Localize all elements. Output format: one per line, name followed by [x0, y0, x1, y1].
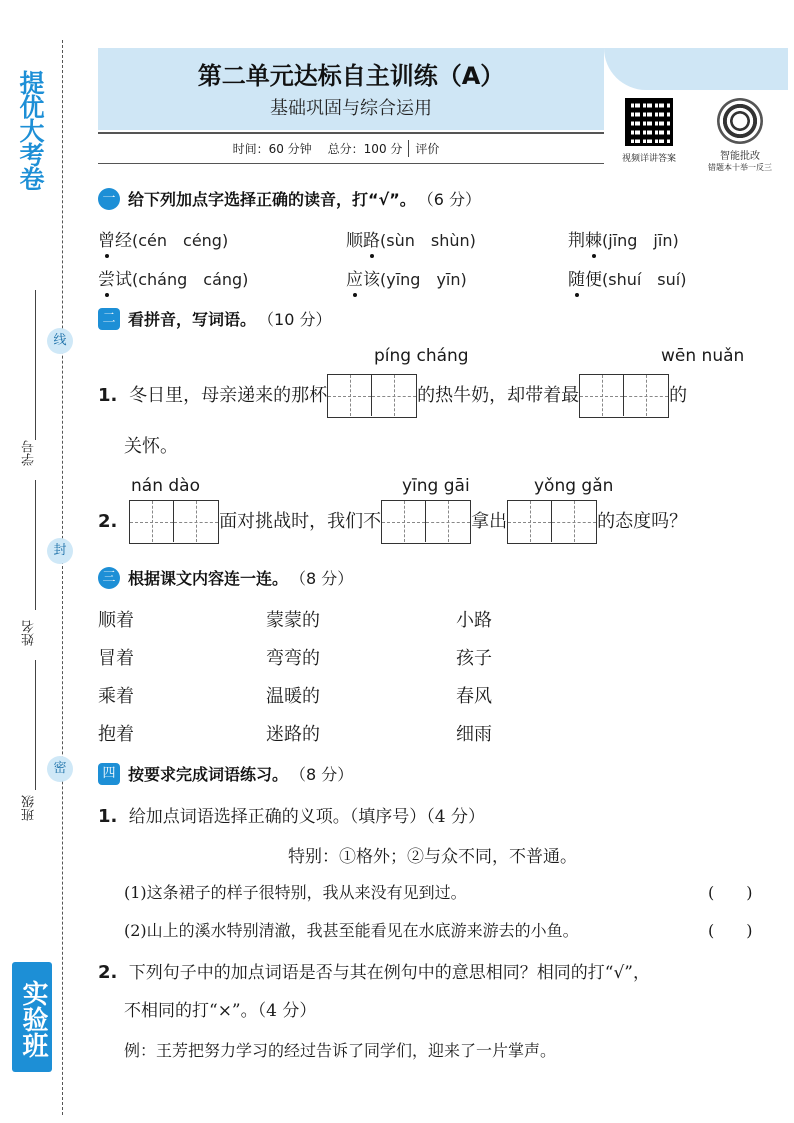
match-item[interactable]: 迷路的	[266, 724, 320, 745]
pinyin-choices[interactable]: (shuí suí)	[602, 270, 687, 289]
section-title: 按要求完成词语练习。	[128, 765, 289, 784]
pinyin-hint: píng cháng	[374, 346, 469, 366]
question-number: 1.	[98, 385, 118, 406]
class-label: 班级	[22, 795, 37, 821]
section-number: 四	[98, 763, 120, 785]
pinyin-item: 随便(shuí suí)	[568, 270, 687, 290]
pinyin-choices[interactable]: (jīng jīn)	[602, 231, 679, 250]
pinyin-hint: nán dào	[131, 476, 200, 496]
mark-seal: 封	[47, 538, 73, 564]
sentence-2: (2)山上的溪水特别清澈，我甚至能看见在水底游来游去的小鱼。	[124, 921, 579, 940]
ai-subcaption: 错题本十举一反三	[708, 163, 772, 172]
section-title: 给下列加点字选择正确的读音，打“√”。	[128, 190, 416, 209]
qr-code-icon[interactable]	[625, 98, 673, 146]
answer-paren[interactable]: ( )	[708, 883, 753, 902]
section-number: 二	[98, 308, 120, 330]
match-column-1	[98, 606, 134, 758]
qr-caption: 视频详讲答案	[621, 154, 676, 164]
class-line	[35, 660, 36, 790]
match-item[interactable]: 冒着	[98, 648, 134, 669]
mark-line: 线	[47, 328, 73, 354]
dotted-char: 曾	[98, 231, 115, 251]
section-score: （10 分）	[258, 310, 332, 329]
question-2-1-cont: 关怀。	[124, 436, 178, 457]
answer-grid[interactable]	[507, 500, 597, 544]
match-item[interactable]: 顺着	[98, 610, 134, 631]
pinyin-hint: yǒng gǎn	[534, 476, 614, 496]
answer-grid[interactable]	[381, 500, 471, 544]
student-id-line	[35, 290, 36, 440]
question-number: 2.	[98, 962, 118, 983]
section-score: （6 分）	[417, 190, 481, 209]
qr-code-block[interactable]	[618, 98, 680, 164]
answer-grid[interactable]	[327, 374, 417, 418]
evaluation-field: 评价	[408, 140, 469, 157]
pinyin-item: 尝试(cháng cáng)	[98, 270, 249, 290]
mark-secret: 密	[47, 756, 73, 782]
example-sentence: 例：王芳把努力学习的经过告诉了同学们，迎来了一片掌声。	[124, 1041, 557, 1060]
sentence-1: (1)这条裙子的样子很特别，我从来没有见到过。	[124, 883, 467, 902]
total-score: 总分：100 分	[327, 142, 403, 156]
question-4-1: 1. 给加点词语选择正确的义项。（填序号）（4 分）	[98, 806, 486, 827]
question-number: 1.	[98, 806, 118, 827]
brand-logo-bottom: 实验班	[12, 962, 52, 1072]
match-item[interactable]: 蒙蒙的	[266, 610, 320, 631]
dotted-char: 应	[346, 270, 363, 290]
match-item[interactable]: 温暖的	[266, 686, 320, 707]
section-number: 一	[98, 188, 120, 210]
section-score: （8 分）	[290, 765, 354, 784]
pinyin-hint: wēn nuǎn	[661, 346, 745, 366]
student-id-label: 学号	[22, 440, 37, 466]
question-4-2-cont: 不相同的打“×”。（4 分）	[124, 1001, 317, 1021]
ai-grading-block[interactable]	[698, 98, 782, 173]
question-2-1: 1. 冬日里，母亲递来的那杯 的热牛奶，却带着最 的	[98, 374, 687, 418]
section-title: 根据课文内容连一连。	[128, 569, 289, 588]
name-label: 姓名	[22, 620, 37, 646]
meta-bar	[98, 132, 604, 164]
section-number: 三	[98, 567, 120, 589]
ai-grading-icon[interactable]	[717, 98, 763, 144]
header	[98, 48, 788, 172]
match-item[interactable]: 小路	[456, 610, 492, 631]
pinyin-item: 荆棘(jīng jīn)	[568, 231, 679, 251]
dotted-char: 棘	[585, 231, 602, 251]
answer-paren[interactable]: ( )	[708, 921, 753, 940]
pinyin-hint: yīng gāi	[402, 476, 470, 496]
section-2-heading	[98, 307, 331, 330]
section-score: （8 分）	[290, 569, 354, 588]
ai-caption: 智能批改	[720, 151, 760, 162]
match-item[interactable]: 孩子	[456, 648, 492, 669]
header-decoration	[604, 48, 788, 90]
name-line	[35, 480, 36, 610]
time-limit: 时间：60 分钟	[232, 142, 312, 156]
page-subtitle: 基础巩固与综合运用	[270, 98, 432, 119]
dotted-char: 路	[363, 231, 380, 251]
match-item[interactable]: 乘着	[98, 686, 134, 707]
match-item[interactable]: 细雨	[456, 724, 492, 745]
pinyin-item: 应该(yīng yīn)	[346, 270, 467, 290]
section-1-heading	[98, 187, 481, 210]
match-item[interactable]: 春风	[456, 686, 492, 707]
answer-grid[interactable]	[579, 374, 669, 418]
definition: 特别：①格外；②与众不同，不普通。	[288, 847, 577, 867]
pinyin-choices[interactable]: (sùn shùn)	[380, 231, 476, 250]
section-3-heading	[98, 566, 353, 589]
pinyin-choices[interactable]: (yīng yīn)	[380, 270, 467, 289]
question-2-2: 2. 面对挑战时，我们不 拿出 的态度吗？	[98, 500, 687, 544]
brand-logo-top: 提优大考卷	[16, 70, 45, 190]
pinyin-choices[interactable]: (cháng cáng)	[132, 270, 249, 289]
section-4-heading	[98, 762, 353, 785]
page-title: 第二单元达标自主训练（A）	[197, 62, 505, 90]
answer-grid[interactable]	[129, 500, 219, 544]
pinyin-item: 曾经(cén céng)	[98, 231, 229, 251]
pinyin-choices[interactable]: (cén céng)	[132, 231, 229, 250]
match-column-2	[266, 606, 320, 758]
question-number: 2.	[98, 511, 118, 532]
match-column-3	[456, 606, 492, 758]
binding-dash-line	[62, 40, 63, 1115]
section-title: 看拼音，写词语。	[128, 310, 257, 329]
match-item[interactable]: 抱着	[98, 724, 134, 745]
match-item[interactable]: 弯弯的	[266, 648, 320, 669]
dotted-char: 尝	[98, 270, 115, 290]
dotted-char: 随	[568, 270, 585, 290]
pinyin-item: 顺路(sùn shùn)	[346, 231, 476, 251]
question-4-2: 2. 下列句子中的加点词语是否与其在例句中的意思相同？相同的打“√”，	[98, 962, 650, 983]
